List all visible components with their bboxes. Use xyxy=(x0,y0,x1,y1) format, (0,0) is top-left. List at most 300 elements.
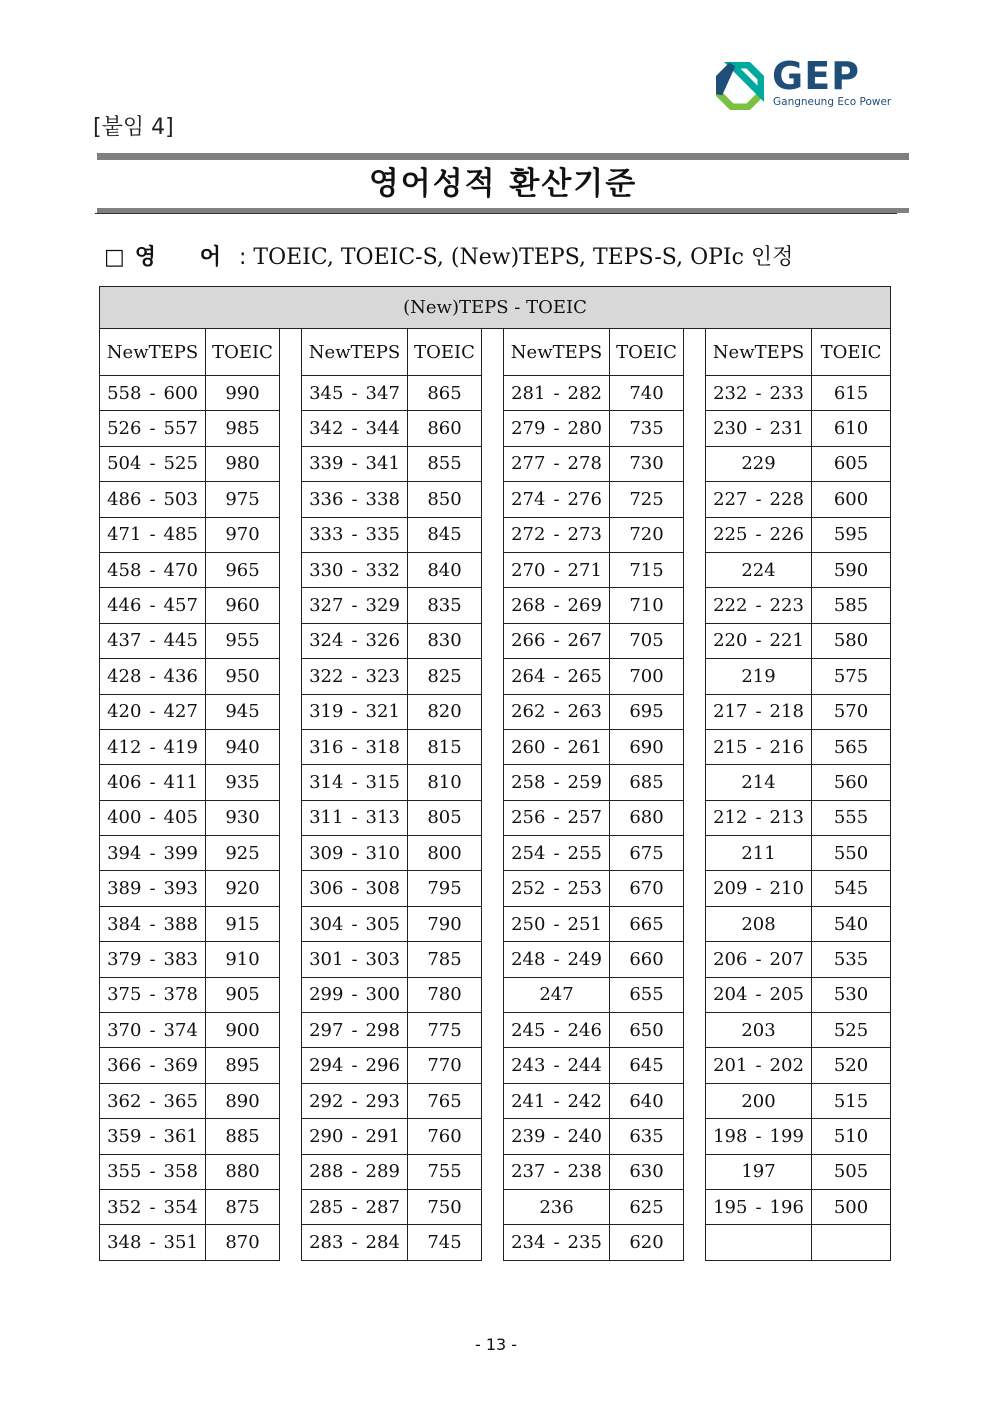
toeic-score-cell: 560 xyxy=(812,765,891,800)
range-dash: - xyxy=(553,488,560,510)
range-high: 235 xyxy=(567,1232,602,1254)
range-high: 196 xyxy=(769,1196,804,1218)
column-gap xyxy=(482,1154,504,1189)
newteps-range-cell xyxy=(706,659,812,694)
column-gap xyxy=(280,1013,302,1048)
toeic-score-cell: 950 xyxy=(206,659,280,694)
newteps-range-cell xyxy=(706,1119,812,1154)
newteps-range-cell xyxy=(706,765,812,800)
newteps-range-cell xyxy=(100,482,206,517)
range-low: 285 xyxy=(309,1196,344,1218)
range-dash: - xyxy=(755,984,762,1006)
range-low: 400 xyxy=(107,807,142,829)
range-low: 355 xyxy=(107,1161,142,1183)
range-high: 233 xyxy=(769,382,804,404)
newteps-range-cell xyxy=(504,659,610,694)
column-gap xyxy=(482,1225,504,1260)
toeic-score-cell: 750 xyxy=(408,1189,482,1224)
range-low: 294 xyxy=(309,1055,344,1077)
column-gap xyxy=(684,729,706,764)
table-row xyxy=(100,1119,891,1154)
column-gap xyxy=(280,694,302,729)
column-gap xyxy=(684,694,706,729)
range-high: 269 xyxy=(567,595,602,617)
header-newteps: NewTEPS xyxy=(302,329,408,376)
range-dash: - xyxy=(149,842,156,864)
range-low: 352 xyxy=(107,1196,142,1218)
column-gap xyxy=(684,623,706,658)
column-gap xyxy=(280,552,302,587)
newteps-range-cell xyxy=(100,729,206,764)
newteps-range-cell xyxy=(706,800,812,835)
range-dash: - xyxy=(351,771,358,793)
range-low: 222 xyxy=(713,595,748,617)
range-low: 236 xyxy=(539,1196,574,1218)
range-low: 379 xyxy=(107,948,142,970)
range-dash: - xyxy=(351,1196,358,1218)
range-low: 272 xyxy=(511,524,546,546)
column-gap xyxy=(684,1154,706,1189)
toeic-score-cell: 735 xyxy=(610,411,684,446)
range-low: 348 xyxy=(107,1232,142,1254)
column-gap xyxy=(684,446,706,481)
range-high: 427 xyxy=(163,701,198,723)
range-low: 256 xyxy=(511,807,546,829)
column-gap xyxy=(482,800,504,835)
section-description: TOEIC, TOEIC-S, (New)TEPS, TEPS-S, OPIc 인정 xyxy=(253,245,794,270)
newteps-range-cell xyxy=(100,446,206,481)
column-gap xyxy=(482,517,504,552)
score-conversion-table xyxy=(99,286,891,1261)
toeic-score-cell: 930 xyxy=(206,800,280,835)
toeic-score-cell: 830 xyxy=(408,623,482,658)
toeic-score-cell: 565 xyxy=(812,729,891,764)
toeic-score-cell xyxy=(812,1225,891,1260)
newteps-range-cell xyxy=(100,836,206,871)
toeic-score-cell: 835 xyxy=(408,588,482,623)
range-high: 267 xyxy=(567,630,602,652)
toeic-score-cell: 785 xyxy=(408,942,482,977)
range-dash: - xyxy=(351,1125,358,1147)
column-gap xyxy=(482,1013,504,1048)
range-low: 406 xyxy=(107,771,142,793)
range-low: 370 xyxy=(107,1019,142,1041)
column-gap xyxy=(482,446,504,481)
range-low: 266 xyxy=(511,630,546,652)
newteps-range-cell xyxy=(302,411,408,446)
newteps-range-cell xyxy=(302,1083,408,1118)
toeic-score-cell: 575 xyxy=(812,659,891,694)
column-gap xyxy=(280,517,302,552)
range-low: 299 xyxy=(309,984,344,1006)
range-high: 280 xyxy=(567,418,602,440)
toeic-score-cell: 595 xyxy=(812,517,891,552)
table-row xyxy=(100,942,891,977)
range-high: 223 xyxy=(769,595,804,617)
range-high: 216 xyxy=(769,736,804,758)
toeic-score-cell: 620 xyxy=(610,1225,684,1260)
newteps-range-cell xyxy=(504,1048,610,1083)
range-dash: - xyxy=(553,665,560,687)
toeic-score-cell: 525 xyxy=(812,1013,891,1048)
range-low: 232 xyxy=(713,382,748,404)
newteps-range-cell xyxy=(302,800,408,835)
column-gap xyxy=(684,588,706,623)
range-dash: - xyxy=(755,630,762,652)
company-logo xyxy=(716,54,896,116)
column-gap xyxy=(684,376,706,411)
range-high: 251 xyxy=(567,913,602,935)
newteps-range-cell xyxy=(504,800,610,835)
table-row xyxy=(100,482,891,517)
title-rule-top xyxy=(97,153,909,160)
range-dash: - xyxy=(351,630,358,652)
range-dash: - xyxy=(149,948,156,970)
range-low: 248 xyxy=(511,948,546,970)
toeic-score-cell: 605 xyxy=(812,446,891,481)
range-high: 383 xyxy=(163,948,198,970)
toeic-score-cell: 870 xyxy=(206,1225,280,1260)
header-toeic: TOEIC xyxy=(610,329,684,376)
range-dash: - xyxy=(149,913,156,935)
column-gap xyxy=(482,1048,504,1083)
range-low: 342 xyxy=(309,418,344,440)
newteps-range-cell xyxy=(302,1154,408,1189)
newteps-range-cell xyxy=(504,1154,610,1189)
range-dash: - xyxy=(351,1232,358,1254)
toeic-score-cell: 755 xyxy=(408,1154,482,1189)
newteps-range-cell xyxy=(302,836,408,871)
column-gap xyxy=(280,482,302,517)
newteps-range-cell xyxy=(100,977,206,1012)
toeic-score-cell: 675 xyxy=(610,836,684,871)
table-row xyxy=(100,623,891,658)
newteps-range-cell xyxy=(100,659,206,694)
toeic-score-cell: 940 xyxy=(206,729,280,764)
range-high: 378 xyxy=(163,984,198,1006)
section-label: 영 어 xyxy=(134,245,239,270)
range-dash: - xyxy=(351,559,358,581)
range-low: 209 xyxy=(713,878,748,900)
range-high: 338 xyxy=(365,488,400,510)
range-high: 347 xyxy=(365,382,400,404)
column-gap xyxy=(280,800,302,835)
toeic-score-cell: 790 xyxy=(408,906,482,941)
toeic-score-cell: 925 xyxy=(206,836,280,871)
newteps-range-cell xyxy=(100,1225,206,1260)
column-gap xyxy=(684,906,706,941)
column-gap xyxy=(684,1189,706,1224)
range-low: 243 xyxy=(511,1055,546,1077)
newteps-range-cell xyxy=(504,729,610,764)
newteps-range-cell xyxy=(706,942,812,977)
newteps-range-cell xyxy=(100,694,206,729)
range-high: 393 xyxy=(163,878,198,900)
toeic-score-cell: 650 xyxy=(610,1013,684,1048)
range-dash: - xyxy=(553,948,560,970)
column-gap xyxy=(482,906,504,941)
column-gap xyxy=(684,659,706,694)
range-dash: - xyxy=(149,1055,156,1077)
column-gap xyxy=(280,329,302,376)
range-dash: - xyxy=(553,913,560,935)
newteps-range-cell xyxy=(504,588,610,623)
column-gap xyxy=(684,411,706,446)
range-dash: - xyxy=(351,913,358,935)
range-high: 405 xyxy=(163,807,198,829)
range-low: 384 xyxy=(107,913,142,935)
range-dash: - xyxy=(149,453,156,475)
range-high: 354 xyxy=(163,1196,198,1218)
range-dash: - xyxy=(553,1161,560,1183)
range-dash: - xyxy=(553,878,560,900)
range-low: 304 xyxy=(309,913,344,935)
table-row xyxy=(100,871,891,906)
toeic-score-cell: 800 xyxy=(408,836,482,871)
column-gap xyxy=(482,836,504,871)
range-low: 206 xyxy=(713,948,748,970)
range-low: 220 xyxy=(713,630,748,652)
range-low: 359 xyxy=(107,1125,142,1147)
newteps-range-cell xyxy=(706,1189,812,1224)
column-gap xyxy=(684,942,706,977)
column-gap xyxy=(684,1013,706,1048)
range-low: 245 xyxy=(511,1019,546,1041)
range-high: 374 xyxy=(163,1019,198,1041)
range-dash: - xyxy=(351,948,358,970)
toeic-score-cell: 990 xyxy=(206,376,280,411)
newteps-range-cell xyxy=(302,482,408,517)
newteps-range-cell xyxy=(504,765,610,800)
newteps-range-cell xyxy=(504,411,610,446)
table-row xyxy=(100,659,891,694)
range-dash: - xyxy=(755,382,762,404)
range-low: 247 xyxy=(539,984,574,1006)
range-dash: - xyxy=(149,771,156,793)
toeic-score-cell: 715 xyxy=(610,552,684,587)
newteps-range-cell xyxy=(100,376,206,411)
range-low: 211 xyxy=(741,842,776,864)
toeic-score-cell: 615 xyxy=(812,376,891,411)
range-low: 214 xyxy=(741,771,776,793)
range-high: 341 xyxy=(365,453,400,475)
range-low: 292 xyxy=(309,1090,344,1112)
toeic-score-cell: 825 xyxy=(408,659,482,694)
newteps-range-cell xyxy=(706,1225,812,1260)
toeic-score-cell: 865 xyxy=(408,376,482,411)
range-low: 227 xyxy=(713,488,748,510)
range-dash: - xyxy=(149,1125,156,1147)
range-dash: - xyxy=(553,595,560,617)
page-title: 영어성적 환산기준 xyxy=(368,166,638,202)
table-row xyxy=(100,588,891,623)
range-high: 287 xyxy=(365,1196,400,1218)
range-high: 445 xyxy=(163,630,198,652)
range-dash: - xyxy=(149,418,156,440)
toeic-score-cell: 820 xyxy=(408,694,482,729)
range-dash: - xyxy=(755,488,762,510)
newteps-range-cell xyxy=(302,623,408,658)
newteps-range-cell xyxy=(706,1154,812,1189)
newteps-range-cell xyxy=(100,800,206,835)
toeic-score-cell: 970 xyxy=(206,517,280,552)
toeic-score-cell: 840 xyxy=(408,552,482,587)
header-toeic: TOEIC xyxy=(206,329,280,376)
toeic-score-cell: 685 xyxy=(610,765,684,800)
range-high: 361 xyxy=(163,1125,198,1147)
range-dash: - xyxy=(149,984,156,1006)
range-low: 333 xyxy=(309,524,344,546)
range-dash: - xyxy=(553,1125,560,1147)
toeic-score-cell: 910 xyxy=(206,942,280,977)
toeic-score-cell: 845 xyxy=(408,517,482,552)
column-gap xyxy=(280,871,302,906)
newteps-range-cell xyxy=(706,729,812,764)
range-dash: - xyxy=(553,453,560,475)
toeic-score-cell: 510 xyxy=(812,1119,891,1154)
newteps-range-cell xyxy=(504,1119,610,1154)
newteps-range-cell xyxy=(100,552,206,587)
column-gap xyxy=(482,942,504,977)
newteps-range-cell xyxy=(100,1083,206,1118)
range-low: 362 xyxy=(107,1090,142,1112)
range-low: 195 xyxy=(713,1196,748,1218)
range-high: 289 xyxy=(365,1161,400,1183)
range-low: 203 xyxy=(741,1019,776,1041)
range-low: 288 xyxy=(309,1161,344,1183)
range-low: 264 xyxy=(511,665,546,687)
toeic-score-cell: 975 xyxy=(206,482,280,517)
newteps-range-cell xyxy=(706,1048,812,1083)
toeic-score-cell: 640 xyxy=(610,1083,684,1118)
range-low: 219 xyxy=(741,665,776,687)
range-high: 351 xyxy=(163,1232,198,1254)
range-high: 238 xyxy=(567,1161,602,1183)
toeic-score-cell: 895 xyxy=(206,1048,280,1083)
toeic-score-cell: 855 xyxy=(408,446,482,481)
range-high: 259 xyxy=(567,771,602,793)
toeic-score-cell: 555 xyxy=(812,800,891,835)
toeic-score-cell: 965 xyxy=(206,552,280,587)
table-row xyxy=(100,411,891,446)
toeic-score-cell: 795 xyxy=(408,871,482,906)
range-dash: - xyxy=(553,1232,560,1254)
toeic-score-cell: 645 xyxy=(610,1048,684,1083)
range-dash: - xyxy=(755,807,762,829)
newteps-range-cell xyxy=(504,482,610,517)
header-newteps: NewTEPS xyxy=(100,329,206,376)
toeic-score-cell: 875 xyxy=(206,1189,280,1224)
column-gap xyxy=(482,1189,504,1224)
range-low: 274 xyxy=(511,488,546,510)
toeic-score-cell: 520 xyxy=(812,1048,891,1083)
range-low: 198 xyxy=(713,1125,748,1147)
table-title: (New)TEPS - TOEIC xyxy=(100,287,891,329)
range-low: 437 xyxy=(107,630,142,652)
newteps-range-cell xyxy=(100,1013,206,1048)
newteps-range-cell xyxy=(504,446,610,481)
octagon-ring-icon xyxy=(716,62,764,110)
table-row xyxy=(100,376,891,411)
column-gap xyxy=(280,446,302,481)
toeic-score-cell: 890 xyxy=(206,1083,280,1118)
checkbox-bullet-icon: □ xyxy=(104,245,125,270)
newteps-range-cell xyxy=(706,1013,812,1048)
range-dash: - xyxy=(149,524,156,546)
range-dash: - xyxy=(553,771,560,793)
range-low: 260 xyxy=(511,736,546,758)
range-dash: - xyxy=(351,807,358,829)
range-high: 263 xyxy=(567,701,602,723)
logo-wordmark: GEP xyxy=(772,54,860,98)
column-gap xyxy=(280,623,302,658)
toeic-score-cell: 960 xyxy=(206,588,280,623)
newteps-range-cell xyxy=(302,588,408,623)
table-row xyxy=(100,1048,891,1083)
range-dash: - xyxy=(351,524,358,546)
table-row xyxy=(100,906,891,941)
newteps-range-cell xyxy=(706,906,812,941)
column-gap xyxy=(482,694,504,729)
range-high: 226 xyxy=(769,524,804,546)
range-low: 330 xyxy=(309,559,344,581)
column-gap xyxy=(684,482,706,517)
range-dash: - xyxy=(149,382,156,404)
range-dash: - xyxy=(149,1161,156,1183)
range-low: 446 xyxy=(107,595,142,617)
toeic-score-cell: 850 xyxy=(408,482,482,517)
range-low: 389 xyxy=(107,878,142,900)
toeic-score-cell: 505 xyxy=(812,1154,891,1189)
newteps-range-cell xyxy=(706,694,812,729)
toeic-score-cell: 635 xyxy=(610,1119,684,1154)
column-gap xyxy=(280,411,302,446)
newteps-range-cell xyxy=(706,376,812,411)
range-dash: - xyxy=(351,701,358,723)
range-high: 329 xyxy=(365,595,400,617)
newteps-range-cell xyxy=(504,1225,610,1260)
range-low: 301 xyxy=(309,948,344,970)
header-newteps: NewTEPS xyxy=(504,329,610,376)
range-high: 291 xyxy=(365,1125,400,1147)
newteps-range-cell xyxy=(100,411,206,446)
range-high: 293 xyxy=(365,1090,400,1112)
newteps-range-cell xyxy=(302,871,408,906)
range-low: 339 xyxy=(309,453,344,475)
range-low: 224 xyxy=(741,559,776,581)
column-gap xyxy=(684,800,706,835)
newteps-range-cell xyxy=(706,977,812,1012)
table-row xyxy=(100,446,891,481)
header-toeic: TOEIC xyxy=(812,329,891,376)
range-high: 388 xyxy=(163,913,198,935)
logo-subtitle: Gangneung Eco Power xyxy=(773,96,892,108)
toeic-score-cell: 535 xyxy=(812,942,891,977)
range-low: 217 xyxy=(713,701,748,723)
range-high: 255 xyxy=(567,842,602,864)
newteps-range-cell xyxy=(504,977,610,1012)
newteps-range-cell xyxy=(706,411,812,446)
newteps-range-cell xyxy=(100,1048,206,1083)
column-gap xyxy=(684,1083,706,1118)
range-high: 485 xyxy=(163,524,198,546)
column-gap xyxy=(482,977,504,1012)
newteps-range-cell xyxy=(302,765,408,800)
range-high: 261 xyxy=(567,736,602,758)
table-row xyxy=(100,977,891,1012)
column-gap xyxy=(482,482,504,517)
newteps-range-cell xyxy=(504,552,610,587)
